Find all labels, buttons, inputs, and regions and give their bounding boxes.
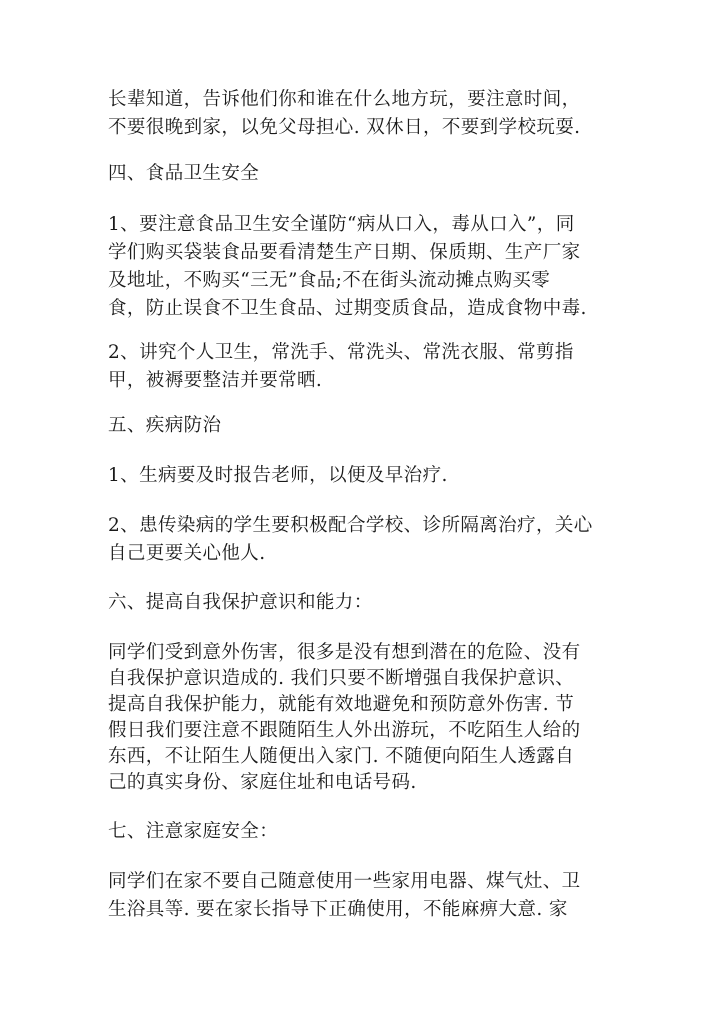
text-line: 甲，被褥要整洁并要常晒. [108, 370, 323, 391]
text-line: 1、要注意食品卫生安全谨防“病从口入，毒从口入”，同 [108, 214, 575, 235]
text-line: 提高自我保护能力，就能有效地避免和预防意外伤害. 节 [108, 694, 575, 715]
text-line: 己的真实身份、家庭住址和电话号码. [108, 772, 417, 793]
text-line: 同学们受到意外伤害，很多是没有想到潜在的危险、没有 [108, 642, 581, 663]
text-line: 不要很晚到家，以免父母担心. 双休日，不要到学校玩耍. [108, 117, 581, 138]
text-line: 东西，不让陌生人随便出入家门. 不随便向陌生人透露自 [108, 746, 575, 767]
text-line: 1、生病要及时报告老师，以便及早治疗. [108, 465, 448, 486]
text-line: 自己更要关心他人. [108, 543, 266, 564]
text-line: 生浴具等. 要在家长指导下正确使用，不能麻痹大意. 家 [108, 899, 568, 920]
text-line: 自我保护意识造成的. 我们只要不断增强自我保护意识、 [108, 668, 575, 689]
text-line: 同学们在家不要自己随意使用一些家用电器、煤气灶、卫 [108, 871, 581, 892]
section-heading: 七、注意家庭安全： [108, 821, 279, 842]
text-line: 食，防止误食不卫生食品、过期变质食品，造成食物中毒. [108, 298, 587, 319]
text-line: 假日我们要注意不跟随陌生人外出游玩，不吃陌生人给的 [108, 720, 581, 741]
text-line: 及地址，不购买“三无”食品;不在街头流动摊点购买零 [108, 270, 551, 291]
text-line: 2、患传染病的学生要积极配合学校、诊所隔离治疗，关心 [108, 515, 593, 536]
section-heading: 四、食品卫生安全 [108, 163, 260, 184]
text-line: 学们购买袋装食品要看清楚生产日期、保质期、生产厂家 [108, 242, 581, 263]
text-line: 长辈知道，告诉他们你和谁在什么地方玩，要注意时间， [108, 89, 581, 110]
section-heading: 六、提高自我保护意识和能力： [108, 592, 373, 613]
section-heading: 五、疾病防治 [108, 415, 222, 436]
text-line: 2、讲究个人卫生，常洗手、常洗头、常洗衣服、常剪指 [108, 342, 574, 363]
